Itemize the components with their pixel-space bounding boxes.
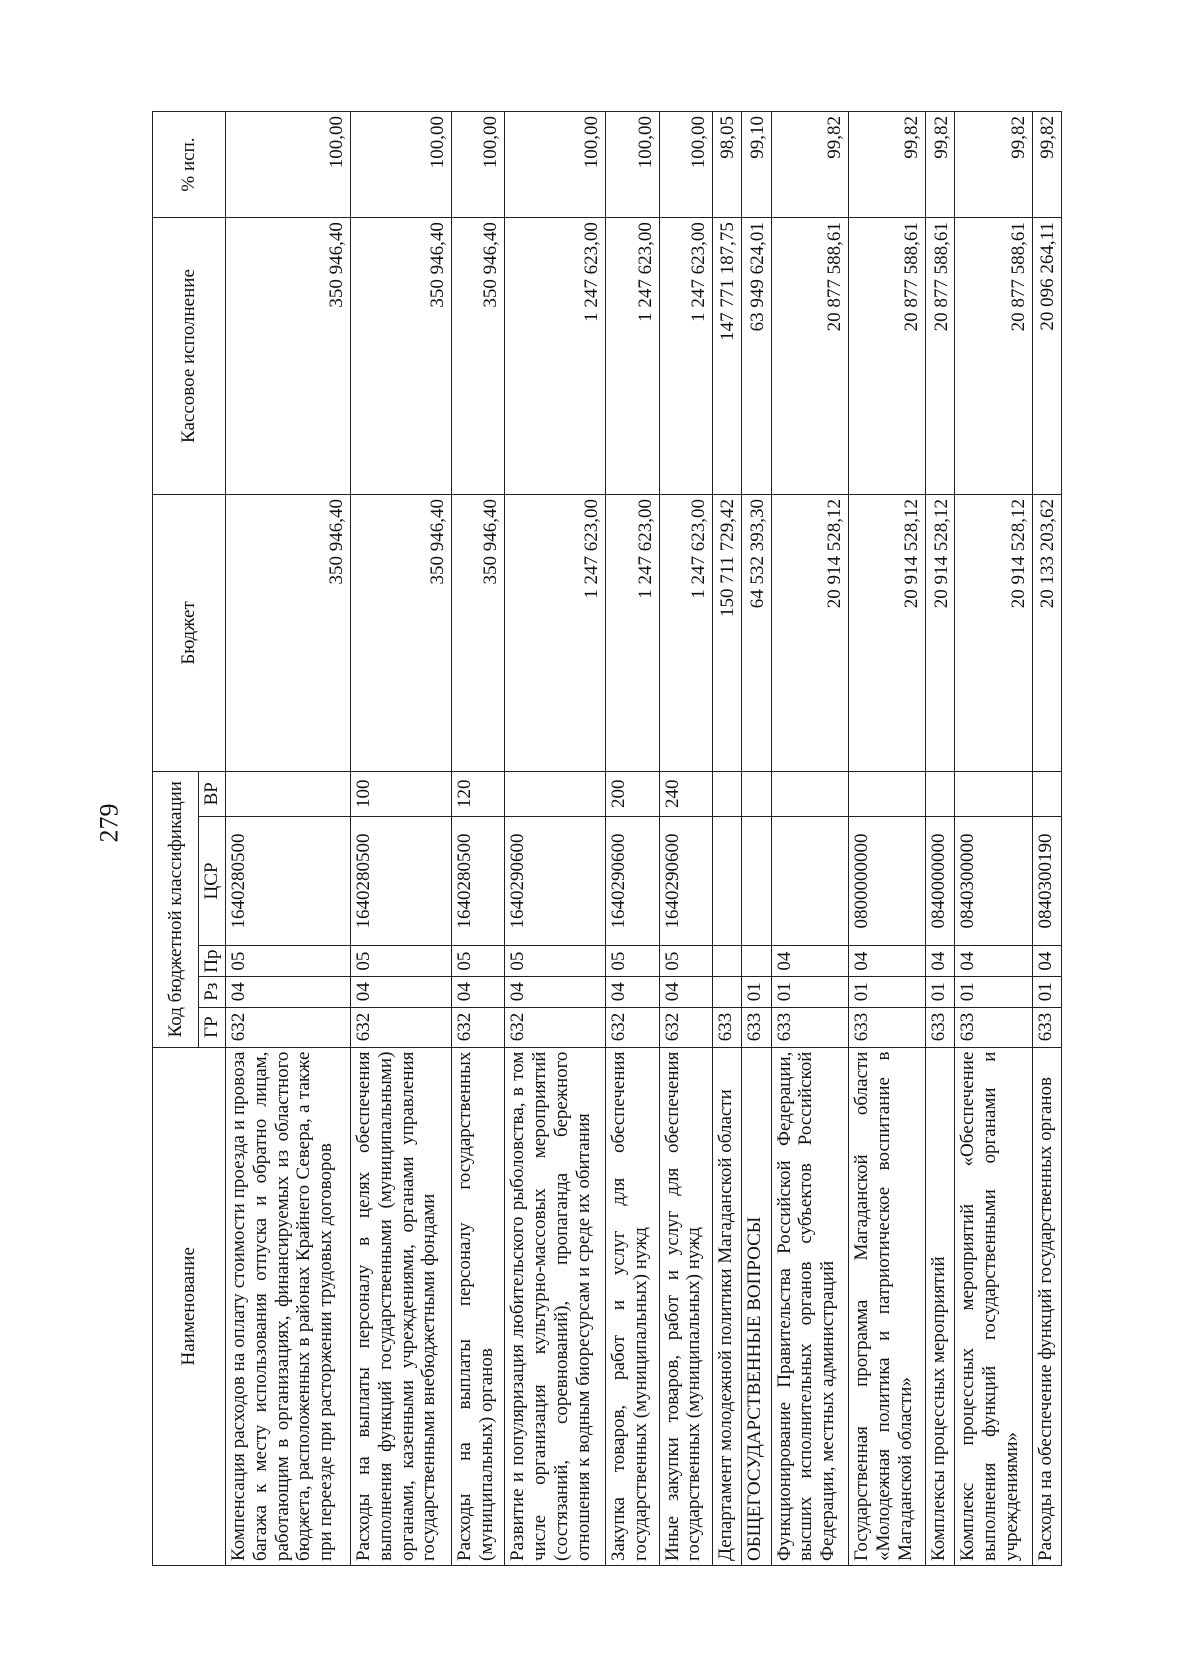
row-rz: 04 <box>606 976 659 1007</box>
row-pr <box>742 946 771 977</box>
row-budget: 150 711 729,42 <box>712 494 741 771</box>
row-cash: 20 877 588,61 <box>848 218 925 495</box>
row-budget: 1 247 623,00 <box>505 494 606 771</box>
row-pr: 05 <box>350 946 451 977</box>
row-rz: 04 <box>659 976 712 1007</box>
row-rz: 01 <box>742 976 771 1007</box>
row-vr <box>926 771 955 816</box>
table-row <box>712 112 741 1566</box>
table-body <box>225 112 1061 1566</box>
row-cash: 1 247 623,00 <box>606 218 659 495</box>
table-row <box>225 112 350 1566</box>
row-rz: 01 <box>1032 976 1061 1007</box>
row-vr <box>848 771 925 816</box>
row-vr <box>1032 771 1061 816</box>
row-vr: 120 <box>451 771 504 816</box>
row-pct: 100,00 <box>451 112 504 218</box>
row-pr: 04 <box>926 946 955 977</box>
row-name: Иные закупки товаров, работ и услуг для обеспечения государственных (муниципальных) нужд <box>659 1047 712 1565</box>
row-cash: 1 247 623,00 <box>505 218 606 495</box>
row-cash: 20 877 588,61 <box>926 218 955 495</box>
row-budget: 1 247 623,00 <box>659 494 712 771</box>
row-gr: 633 <box>1032 1007 1061 1047</box>
row-pct: 100,00 <box>606 112 659 218</box>
row-pct: 100,00 <box>505 112 606 218</box>
row-cash: 350 946,40 <box>225 218 350 495</box>
row-rz: 01 <box>955 976 1032 1007</box>
table-row <box>606 112 659 1566</box>
row-budget: 1 247 623,00 <box>606 494 659 771</box>
row-pr <box>712 946 741 977</box>
row-pct: 99,10 <box>742 112 771 218</box>
row-name: Функционирование Правительства Российской Федерации, высших исполнительных органов субъектов Российской Федерации, местных администраций <box>771 1047 848 1565</box>
row-csr: 1640280500 <box>225 816 350 946</box>
row-csr: 1640290600 <box>505 816 606 946</box>
row-budget: 20 914 528,12 <box>926 494 955 771</box>
table-row <box>505 112 606 1566</box>
row-budget: 350 946,40 <box>225 494 350 771</box>
row-pct: 100,00 <box>350 112 451 218</box>
row-pr: 04 <box>1032 946 1061 977</box>
row-gr: 633 <box>771 1007 848 1047</box>
row-csr: 0840000000 <box>926 816 955 946</box>
table-row <box>451 112 504 1566</box>
row-name: Расходы на выплаты персоналу государственных (муниципальных) органов <box>451 1047 504 1565</box>
table-row <box>1032 112 1061 1566</box>
row-gr: 632 <box>451 1007 504 1047</box>
header-name: Наименование <box>153 1047 226 1565</box>
row-name: Комплекс процессных мероприятий «Обеспечение выполнения функций государственными органами и учреждениями» <box>955 1047 1032 1565</box>
row-cash: 1 247 623,00 <box>659 218 712 495</box>
row-pct: 99,82 <box>1032 112 1061 218</box>
row-cash: 147 771 187,75 <box>712 218 741 495</box>
row-pct: 99,82 <box>955 112 1032 218</box>
row-gr: 633 <box>712 1007 741 1047</box>
row-vr <box>505 771 606 816</box>
row-name: Закупка товаров, работ и услуг для обеспечения государственных (муниципальных) нужд <box>606 1047 659 1565</box>
row-csr: 1640280500 <box>350 816 451 946</box>
row-gr: 632 <box>505 1007 606 1047</box>
row-csr: 0840300000 <box>955 816 1032 946</box>
row-name: Расходы на выплаты персоналу в целях обеспечения выполнения функций государственными (муниципальными) органами, казенными учреждениями, органами управления государственными внебюджетными фондами <box>350 1047 451 1565</box>
row-gr: 632 <box>659 1007 712 1047</box>
row-budget: 20 133 203,62 <box>1032 494 1061 771</box>
header-code-group: Код бюджетной классификации <box>153 771 199 1047</box>
header-gr: ГР <box>199 1007 226 1047</box>
table-row <box>350 112 451 1566</box>
row-pr: 05 <box>659 946 712 977</box>
row-name: Расходы на обеспечение функций государственных органов <box>1032 1047 1061 1565</box>
row-vr <box>712 771 741 816</box>
row-csr <box>712 816 741 946</box>
row-rz: 04 <box>350 976 451 1007</box>
row-pr: 04 <box>771 946 848 977</box>
row-name: Государственная программа Магаданской области «Молодежная политика и патриотическое воспитание в Магаданской области» <box>848 1047 925 1565</box>
row-cash: 350 946,40 <box>451 218 504 495</box>
budget-table-rotated <box>152 111 1062 1566</box>
row-cash: 20 096 264,11 <box>1032 218 1061 495</box>
table-row <box>771 112 848 1566</box>
row-pr: 05 <box>451 946 504 977</box>
row-vr <box>955 771 1032 816</box>
row-rz: 01 <box>771 976 848 1007</box>
row-gr: 633 <box>742 1007 771 1047</box>
header-rz: Рз <box>199 976 226 1007</box>
row-pr: 05 <box>505 946 606 977</box>
row-rz: 01 <box>848 976 925 1007</box>
row-gr: 632 <box>350 1007 451 1047</box>
row-pr: 04 <box>848 946 925 977</box>
table-row <box>955 112 1032 1566</box>
row-pct: 99,82 <box>926 112 955 218</box>
row-gr: 633 <box>926 1007 955 1047</box>
row-csr <box>771 816 848 946</box>
row-csr: 1640290600 <box>606 816 659 946</box>
row-csr: 0800000000 <box>848 816 925 946</box>
table-row <box>742 112 771 1566</box>
header-pct: % исп. <box>153 112 226 218</box>
row-gr: 632 <box>606 1007 659 1047</box>
row-pr: 04 <box>955 946 1032 977</box>
row-pct: 100,00 <box>225 112 350 218</box>
row-gr: 633 <box>848 1007 925 1047</box>
row-pr: 05 <box>606 946 659 977</box>
row-budget: 64 532 393,30 <box>742 494 771 771</box>
row-name: Развитие и популяризация любительского рыболовства, в том числе организация культурно-массовых мероприятий (состязаний, соревнований), пропаганда бережного отношения к водным биоресурсам и среде их обитания <box>505 1047 606 1565</box>
row-budget: 350 946,40 <box>350 494 451 771</box>
header-budget: Бюджет <box>153 494 226 771</box>
row-csr <box>742 816 771 946</box>
header-cash: Кассовое исполнение <box>153 218 226 495</box>
budget-table <box>152 111 1062 1566</box>
row-vr: 200 <box>606 771 659 816</box>
page-number: 279 <box>94 803 124 843</box>
header-vr: ВР <box>199 771 226 816</box>
row-vr <box>225 771 350 816</box>
row-vr <box>771 771 848 816</box>
row-csr: 0840300190 <box>1032 816 1061 946</box>
row-budget: 20 914 528,12 <box>848 494 925 771</box>
row-budget: 20 914 528,12 <box>955 494 1032 771</box>
row-vr <box>742 771 771 816</box>
row-budget: 20 914 528,12 <box>771 494 848 771</box>
row-pct: 99,82 <box>848 112 925 218</box>
table-row <box>926 112 955 1566</box>
row-cash: 350 946,40 <box>350 218 451 495</box>
row-cash: 20 877 588,61 <box>955 218 1032 495</box>
row-cash: 20 877 588,61 <box>771 218 848 495</box>
row-pct: 100,00 <box>659 112 712 218</box>
row-cash: 63 949 624,01 <box>742 218 771 495</box>
row-pct: 98,05 <box>712 112 741 218</box>
row-csr: 1640280500 <box>451 816 504 946</box>
row-name: ОБЩЕГОСУДАРСТВЕННЫЕ ВОПРОСЫ <box>742 1047 771 1565</box>
row-rz: 01 <box>926 976 955 1007</box>
row-vr: 240 <box>659 771 712 816</box>
row-vr: 100 <box>350 771 451 816</box>
row-pr: 05 <box>225 946 350 977</box>
row-csr: 1640290600 <box>659 816 712 946</box>
row-gr: 633 <box>955 1007 1032 1047</box>
row-pct: 99,82 <box>771 112 848 218</box>
row-rz <box>712 976 741 1007</box>
table-row <box>659 112 712 1566</box>
row-rz: 04 <box>225 976 350 1007</box>
header-csr: ЦСР <box>199 816 226 946</box>
row-rz: 04 <box>451 976 504 1007</box>
row-budget: 350 946,40 <box>451 494 504 771</box>
row-name: Компенсация расходов на оплату стоимости проезда и провоза багажа к месту использования отпуска и обратно лицам, работающим в организациях, финансируемых из областного бюджета, расположенных в районах Крайнего Севера, а также при переезде при расторжении трудовых договоров <box>225 1047 350 1565</box>
table-row <box>848 112 925 1566</box>
row-name: Департамент молодежной политики Магаданской области <box>712 1047 741 1565</box>
row-name: Комплексы процессных мероприятий <box>926 1047 955 1565</box>
row-gr: 632 <box>225 1007 350 1047</box>
header-pr: Пр <box>199 946 226 977</box>
row-rz: 04 <box>505 976 606 1007</box>
